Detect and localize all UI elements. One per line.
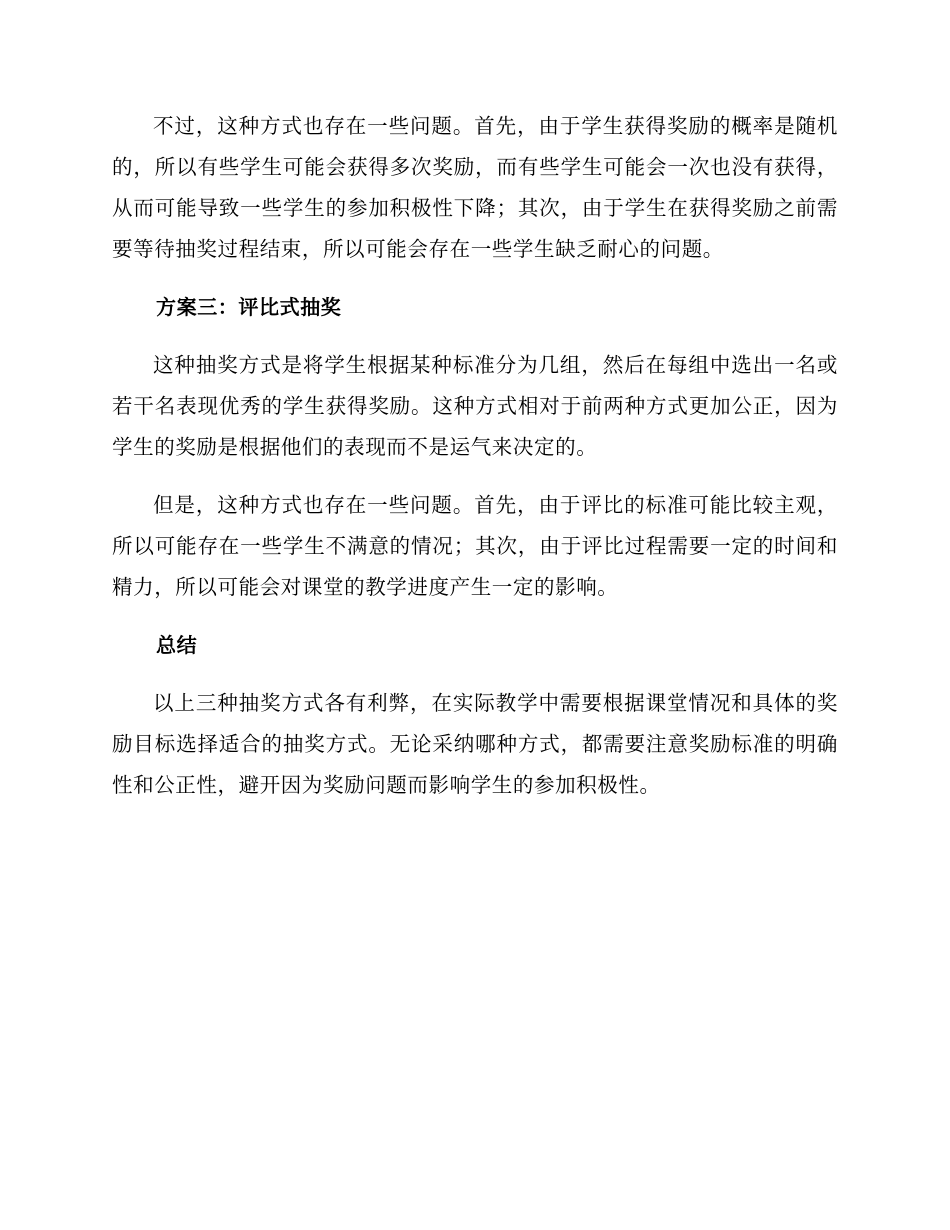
paragraph-evaluation-drawbacks: 但是，这种方式也存在一些问题。首先，由于评比的标准可能比较主观，所以可能存在一些学生不满意的情况；其次，由于评比过程需要一定的时间和精力，所以可能会对课堂的教学进度产生一定的影响。 [112, 493, 838, 599]
section-heading-summary: 总结 [156, 633, 198, 657]
paragraph-evaluation-method: 这种抽奖方式是将学生根据某种标准分为几组，然后在每组中选出一名或若干名表现优秀的学生获得奖励。这种方式相对于前两种方式更加公正，因为学生的奖励是根据他们的表现而不是运气来决定的。 [112, 353, 838, 459]
paragraph-summary: 以上三种抽奖方式各有利弊，在实际教学中需要根据课堂情况和具体的奖励目标选择适合的抽奖方式。无论采纳哪种方式，都需要注意奖励标准的明确性和公正性，避开因为奖励问题而影响学生的参加积极性。 [112, 691, 838, 797]
paragraph-lottery-drawbacks: 不过，这种方式也存在一些问题。首先，由于学生获得奖励的概率是随机的，所以有些学生可能会获得多次奖励，而有些学生可能会一次也没有获得，从而可能导致一些学生的参加积极性下降；其次，由于学生在获得奖励之前需要等待抽奖过程结束，所以可能会存在一些学生缺乏耐心的问题。 [112, 114, 838, 261]
section-heading-plan-three: 方案三：评比式抽奖 [156, 295, 342, 319]
